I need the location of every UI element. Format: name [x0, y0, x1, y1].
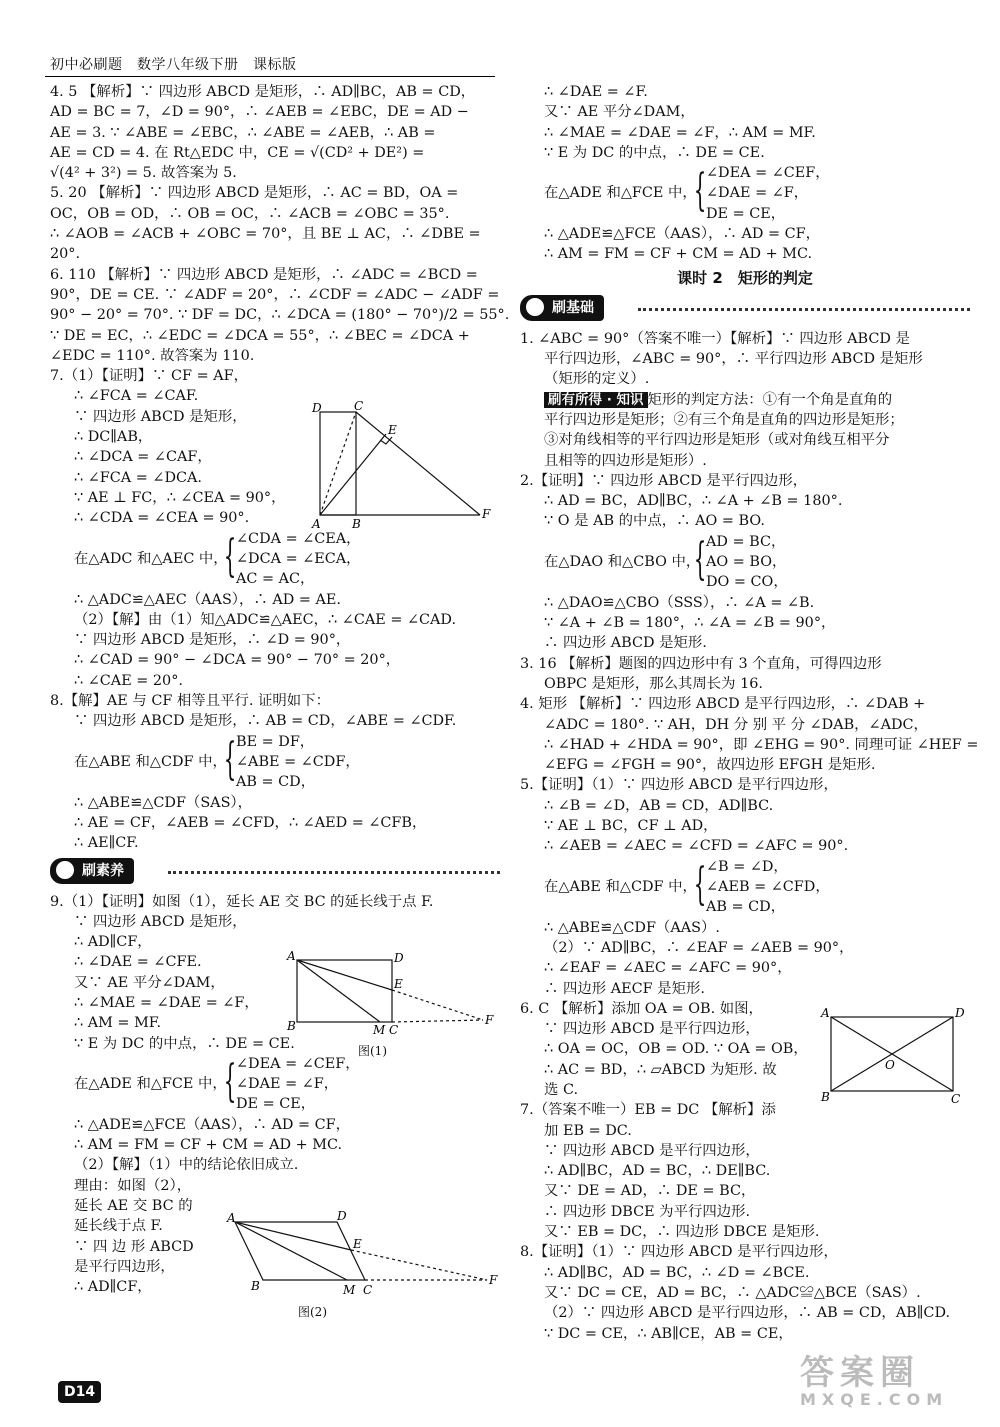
text-line: 5.【证明】（1）∵ 四边形 ABCD 是平行四边形， — [520, 777, 838, 794]
label-A: A — [312, 517, 321, 531]
text-line: ∵ 四边形 ABCD 是矩形，∴ AB = CD，∠ABE = ∠CDF. — [74, 713, 457, 730]
text-line: ∵ O 是 AB 的中点，∴ AO = BO. — [544, 513, 765, 530]
brace-item: ∠CDA = ∠CEA， — [236, 530, 361, 547]
text-line: ∵ E 为 DC 的中点，∴ DE = CE. — [74, 1035, 295, 1052]
text-line: OBPC 是矩形，那么其周长为 16. — [544, 675, 764, 692]
text-line: 5. 20 【解析】∵ 四边形 ABCD 是矩形，∴ AC = BD，OA = — [50, 185, 459, 202]
text-line: 7.（答案不唯一）EB = DC 【解析】添 — [520, 1102, 776, 1119]
label-A: A — [227, 1211, 236, 1225]
segment-ae — [235, 1222, 351, 1250]
proof-brace — [520, 857, 970, 918]
brace-item: ∠ABE = ∠CDF， — [236, 753, 360, 770]
brace-item: AO = BO， — [706, 554, 787, 571]
label-M: M — [343, 1283, 356, 1297]
label-B: B — [821, 1090, 830, 1104]
text-line: 又∵ EB = DC，∴ 四边形 DBCE 是矩形. — [544, 1224, 820, 1241]
figure-rectangle-q6 — [815, 1005, 970, 1105]
figure-2-caption: 图(2) — [298, 1305, 327, 1319]
watermark-line: 答案圈 — [800, 1353, 920, 1393]
text-line: ∴ 四边形 DBCE 为平行四边形. — [544, 1203, 751, 1220]
text-line: 1. ∠ABC = 90°（答案不唯一）【解析】∵ 四边形 ABCD 是 — [520, 330, 910, 347]
segment-am — [235, 1222, 347, 1280]
text-line: ∴ △ABE≌△CDF（SAS）， — [74, 794, 253, 811]
text-line: 又∵ DE = AD，∴ DE = BC， — [544, 1183, 756, 1200]
text-line: （2）∵ 四边形 ABCD 是平行四边形，∴ AB = CD，AB∥CD. — [544, 1305, 951, 1322]
brace-lead: 在△ABE 和△CDF 中， — [544, 878, 697, 895]
brace-item: AB = CD， — [706, 899, 786, 916]
answer-2 — [520, 471, 970, 654]
text-line: 90° − 20° = 70°. ∵ DF = DC，∴ ∠DCA = (180° − 70°)/2 = 55°. — [50, 307, 510, 324]
segment-ae — [320, 434, 386, 515]
text-line: ∴ AD∥CF， — [74, 1279, 152, 1296]
label-D: D — [337, 1210, 347, 1223]
answer-3 — [520, 654, 970, 695]
text-line: ∴ ∠B = ∠D，AB = CD，AD∥BC. — [544, 797, 774, 814]
text-line: 7.（1）【证明】∵ CF = AF， — [50, 368, 248, 385]
text-line: ∴ ∠FCA = ∠CAF. — [74, 388, 199, 405]
text-line: ∴ ∠MAE = ∠DAE = ∠F，∴ AM = MF. — [544, 124, 816, 141]
text-line: ∴ 四边形 ABCD 是矩形. — [544, 635, 707, 652]
text-line: 4. 5 【解析】∵ 四边形 ABCD 是矩形，∴ AD∥BC，AB = CD， — [50, 84, 476, 100]
brace-item: ∠DAE = ∠F， — [706, 185, 809, 202]
text-line: 平行四边形，∠ABC = 90°，∴ 平行四边形 ABCD 是矩形 — [544, 351, 923, 368]
text-line: 又∵ AE 平分∠DAM， — [74, 974, 225, 991]
segment-cf — [392, 1020, 483, 1022]
answer-7 — [520, 1100, 970, 1242]
text-line: （2）【解】（1）中的结论依旧成立. — [74, 1157, 299, 1174]
brace-item: ∠DCA = ∠ECA， — [236, 550, 361, 567]
dotted-divider — [168, 871, 500, 874]
text-line: ∵ 四边形 ABCD 是平行四边形， — [544, 1021, 760, 1038]
label-B: B — [287, 1019, 296, 1033]
text-line: ∴ AC = BD，∴ ▱ABCD 为矩形. 故 — [544, 1061, 777, 1078]
text-line: 选 C. — [544, 1081, 579, 1098]
brace-symbol: { — [693, 858, 707, 910]
text-line: ∵ DE = EC，∴ ∠EDC = ∠DCA = 55°，∴ ∠BEC = ∠DCA + — [50, 327, 470, 344]
brace-lead: 在△ADC 和△AEC 中， — [74, 550, 228, 567]
label-C: C — [354, 400, 364, 413]
segment-ac — [320, 412, 356, 515]
figure-rectangle-q7 — [310, 400, 500, 535]
segment-am — [297, 960, 380, 1022]
answer-8 — [520, 1242, 970, 1343]
brace-lead: 在△DAO 和△CBO 中， — [544, 553, 701, 570]
text-line: ∴ AD = BC，AD∥BC，∴ ∠A + ∠B = 180°. — [544, 493, 843, 510]
text-line: OC，OB = OD，∴ OB = OC，∴ ∠ACB = ∠OBC = 35°. — [50, 205, 450, 222]
proof-brace — [50, 529, 500, 590]
text-line: √(4² + 3²) = 5. 故答案为 5. — [50, 165, 237, 182]
proof-brace — [50, 732, 500, 793]
banner-label: 刷基础 — [552, 299, 594, 316]
banner-label: 刷素养 — [82, 862, 124, 879]
text-line: 又∵ AE 平分∠DAM， — [544, 104, 695, 121]
knowledge-text: 矩形的判定方法：①有一个角是直角的 — [647, 391, 893, 408]
text-line: 90°，DE = CE. ∵ ∠ADF = 20°，∴ ∠CDF = ∠ADC − ∠ADF = — [50, 286, 500, 303]
label-C: C — [389, 1023, 399, 1035]
right-column — [520, 82, 979, 1344]
figure-2-parallelogram — [225, 1210, 500, 1300]
text-line: ∴ ∠AOB = ∠ACB + ∠OBC = 70°，且 BE ⊥ AC，∴ ∠DBE = — [50, 226, 481, 243]
header-rule — [45, 76, 495, 77]
dotted-divider — [638, 308, 970, 311]
text-line: ∴ OA = OC，OB = OD. ∵ OA = OB， — [544, 1041, 808, 1058]
text-line: ∴ AM = MF. — [74, 1015, 162, 1032]
text-line: （2）∵ AD∥BC，∴ ∠EAF = ∠AEB = 90°， — [544, 939, 854, 956]
knowledge-tag: 刷有所得 · 知识 — [544, 392, 648, 408]
text-line: 平行四边形是矩形；②有三个角是直角的四边形是矩形； — [544, 411, 904, 428]
brace-item: DE = CE， — [236, 1096, 316, 1113]
left-column — [50, 82, 510, 1298]
text-line: 9.（1）【证明】如图（1），延长 AE 交 BC 的延长线于点 F. — [50, 893, 434, 910]
brace-item: ∠DAE = ∠F， — [236, 1076, 339, 1093]
text-line: 20°. — [50, 246, 81, 263]
brace-lead: 在△ADE 和△FCE 中， — [74, 1075, 227, 1092]
label-E: E — [388, 423, 397, 437]
brace-item: ∠DEA = ∠CEF， — [236, 1055, 360, 1072]
figure-1-rectangle — [285, 950, 495, 1035]
segment-ef — [351, 1250, 487, 1280]
answer-4 — [520, 694, 979, 775]
knowledge-line — [520, 390, 970, 410]
text-line: ∵ 四边形 ABCD 是矩形， — [74, 913, 247, 930]
text-line: 又∵ DC = CE，AD = BC，∴ △ADC≌△BCE（SAS）. — [544, 1284, 921, 1301]
text-line: ∴ AM = FM = CF + CM = AD + MC. — [74, 1137, 343, 1154]
text-line: ∠EDC = 110°. 故答案为 110. — [50, 347, 255, 364]
label-E: E — [394, 977, 403, 991]
text-line: ∴ 四边形 AECF 是矩形. — [544, 980, 705, 997]
brace-item: AC = AC， — [236, 571, 315, 588]
text-line: ∴ ∠DAE = ∠F. — [544, 84, 648, 100]
text-line: 延长线于点 F. — [74, 1218, 163, 1235]
segment-ae — [297, 960, 392, 990]
text-line: 是平行四边形， — [74, 1258, 175, 1275]
text-line: ∴ ∠AEB = ∠AEC = ∠CFD = ∠AFC = 90°. — [544, 838, 849, 855]
brace-item: AD = BC， — [706, 533, 786, 550]
brush-icon — [54, 859, 76, 881]
text-line: 加 EB = DC. — [544, 1122, 632, 1139]
watermark-line: MXQE.COM — [800, 1390, 949, 1409]
text-line: AE = 3. ∵ ∠ABE = ∠EBC，∴ ∠ABE = ∠AEB，∴ AB = — [50, 124, 436, 141]
text-line: ∴ ∠MAE = ∠DAE = ∠F， — [74, 994, 259, 1011]
label-A: A — [821, 1006, 830, 1020]
text-line: ∴ ∠HAD + ∠HDA = 90°，即 ∠EHG = 90°. 同理可证 ∠HEF = — [544, 736, 979, 753]
answer-5 — [520, 775, 970, 998]
text-line: ∴ AD∥BC，AD = BC，∴ DE∥BC. — [544, 1163, 771, 1180]
brace-item: DO = CO， — [706, 574, 788, 591]
label-E: E — [353, 1237, 362, 1251]
text-line: ∴ △ADE≌△FCE（AAS），∴ AD = CF， — [544, 226, 820, 243]
banner-tag — [50, 858, 134, 884]
brace-lead: 在△ABE 和△CDF 中， — [74, 753, 227, 770]
text-line: 理由：如图（2）， — [74, 1177, 192, 1194]
label-A: A — [287, 950, 296, 963]
running-header: 初中必刷题 数学八年级下册 课标版 — [50, 57, 297, 73]
text-line: ∴ △ADC≌△AEC（AAS），∴ AD = AE. — [74, 591, 341, 608]
proof-brace — [520, 163, 970, 224]
text-line: ∴ AE = CF，∠AEB = ∠CFD，∴ ∠AED = ∠CFB， — [74, 814, 427, 831]
text-line: 6. C 【解析】添加 OA = OB. 如图， — [520, 1000, 763, 1017]
brace-symbol: { — [223, 733, 237, 785]
text-line: 3. 16 【解析】题图的四边形中有 3 个直角，可得四边形 — [520, 655, 882, 672]
page-number: D14 — [58, 1381, 101, 1403]
text-line: ∴ AE∥CF. — [74, 835, 139, 852]
figure-1-caption: 图(1) — [358, 1044, 387, 1058]
text-line: ∵ 四 边 形 ABCD — [74, 1238, 194, 1255]
solution-5 — [50, 183, 500, 264]
solution-8 — [50, 691, 500, 853]
text-line: ∵ 四边形 ABCD 是矩形，∴ ∠D = 90°， — [74, 632, 351, 649]
text-line: ∴ △DAO≌△CBO（SSS），∴ ∠A = ∠B. — [544, 594, 815, 611]
brace-item: BE = DF， — [236, 733, 315, 750]
brace-symbol: { — [693, 165, 707, 217]
text-line: AE = CD = 4. 在 Rt△EDC 中，CE = √(CD² + DE²) = — [50, 144, 425, 161]
section-banner-jichu — [520, 295, 970, 323]
text-line: ∴ ∠DCA = ∠CAF， — [74, 449, 212, 466]
text-line: ∴ AM = FM = CF + CM = AD + MC. — [544, 246, 813, 263]
proof-brace — [520, 532, 970, 593]
text-line: ∴ AD∥BC，AD = BC，∴ ∠D = ∠BCE. — [544, 1264, 810, 1281]
brace-item: ∠DEA = ∠CEF， — [706, 165, 830, 182]
banner-tag — [520, 295, 604, 321]
brace-item: AB = CD， — [236, 774, 316, 791]
label-B: B — [251, 1279, 260, 1293]
section-banner-suyang — [50, 858, 500, 886]
text-line: ∴ AD∥CF， — [74, 934, 152, 951]
label-C: C — [951, 1092, 961, 1105]
label-M: M — [373, 1023, 386, 1035]
segment-cf — [356, 412, 480, 515]
proof-brace — [50, 1054, 500, 1115]
text-line: 8.【证明】（1）∵ 四边形 ABCD 是平行四边形， — [520, 1244, 838, 1261]
label-D: D — [312, 401, 322, 415]
label-O: O — [885, 1058, 895, 1072]
label-F: F — [489, 1273, 498, 1287]
parallelogram-abcd — [235, 1222, 365, 1280]
label-C: C — [363, 1283, 373, 1297]
segment-ef — [392, 990, 483, 1020]
text-line: 延长 AE 交 BC 的 — [74, 1198, 193, 1215]
text-line: ∴ DC∥AB， — [74, 429, 153, 446]
lesson-title: 课时 2 矩形的判定 — [677, 268, 813, 287]
text-line: 8.【解】AE 与 CF 相等且平行. 证明如下： — [50, 693, 330, 710]
text-line: ∵ DC = CE，∴ AB∥CE，AB = CE， — [544, 1325, 793, 1342]
brace-symbol: { — [693, 533, 707, 585]
text-line: ∠EFG = ∠FGH = 90°，故四边形 EFGH 是矩形. — [544, 757, 876, 774]
label-B: B — [352, 517, 361, 531]
brush-icon — [524, 296, 546, 318]
answer-1 — [520, 329, 970, 471]
text-line: ∠ADC = 180°. ∵ AH，DH 分 别 平 分 ∠DAB，∠ADC， — [544, 716, 928, 733]
text-line: ∵ ∠A + ∠B = 180°，∴ ∠A = ∠B = 90°， — [544, 615, 836, 632]
text-line: ∴ ∠DAE = ∠CFE. — [74, 954, 202, 971]
text-line: ∵ 四边形 ABCD 是平行四边形， — [544, 1142, 760, 1159]
text-line: ∴ ∠FCA = ∠DCA. — [74, 469, 202, 486]
brace-item: ∠AEB = ∠CFD， — [706, 878, 830, 895]
text-line: ∴ ∠EAF = ∠AEC = ∠AFC = 90°， — [544, 960, 792, 977]
text-line: AD = BC = 7，∠D = 90°，∴ ∠AEB = ∠EBC，DE = AD − — [50, 104, 469, 121]
label-F: F — [485, 1013, 494, 1027]
text-line: ∵ 四边形 ABCD 是矩形， — [74, 408, 247, 425]
solution-4 — [50, 82, 500, 183]
text-line: ∴ △ADE≌△FCE（AAS），∴ AD = CF， — [74, 1116, 350, 1133]
text-line: 4. 矩形 【解析】∵ 四边形 ABCD 是平行四边形，∴ ∠DAB + — [520, 696, 926, 713]
solution-6 — [50, 265, 510, 366]
text-line: （2）【解】由（1）知△ADC≌△AEC，∴ ∠CAE = ∠CAD. — [74, 611, 457, 628]
text-line: ∵ E 为 DC 的中点，∴ DE = CE. — [544, 144, 765, 161]
watermark — [800, 1345, 980, 1415]
label-D: D — [394, 951, 404, 965]
text-line: ∴ △ABE≌△CDF（AAS）. — [544, 919, 720, 936]
text-line: 6. 110 【解析】∵ 四边形 ABCD 是矩形，∴ ∠ADC = ∠BCD = — [50, 266, 478, 283]
brace-lead: 在△ADE 和△FCE 中， — [544, 185, 697, 202]
text-line: ∴ ∠CAD = 90° − ∠DCA = 90° − 70° = 20°， — [74, 652, 401, 669]
brace-symbol: { — [223, 530, 237, 582]
text-line: ③对角线相等的平行四边形是矩形（或对角线互相平分 — [544, 432, 890, 449]
text-line: ∴ ∠CDA = ∠CEA = 90°. — [74, 510, 250, 527]
brace-item: DE = CE， — [706, 205, 786, 222]
text-line: 2.【证明】∵ 四边形 ABCD 是平行四边形， — [520, 472, 808, 489]
text-line: ∵ AE ⊥ FC，∴ ∠CEA = 90°， — [74, 489, 286, 506]
text-line: 且相等的四边形是矩形）. — [544, 452, 707, 469]
label-F: F — [482, 507, 491, 521]
text-line: （矩形的定义）. — [544, 371, 650, 388]
rect-abcd — [297, 960, 392, 1022]
brace-item: ∠B = ∠D， — [706, 858, 788, 875]
text-line: ∴ ∠CAE = 20°. — [74, 672, 183, 689]
label-D: D — [955, 1006, 965, 1020]
text-line: ∵ AE ⊥ BC，CF ⊥ AD， — [544, 818, 718, 835]
brace-symbol: { — [223, 1055, 237, 1107]
